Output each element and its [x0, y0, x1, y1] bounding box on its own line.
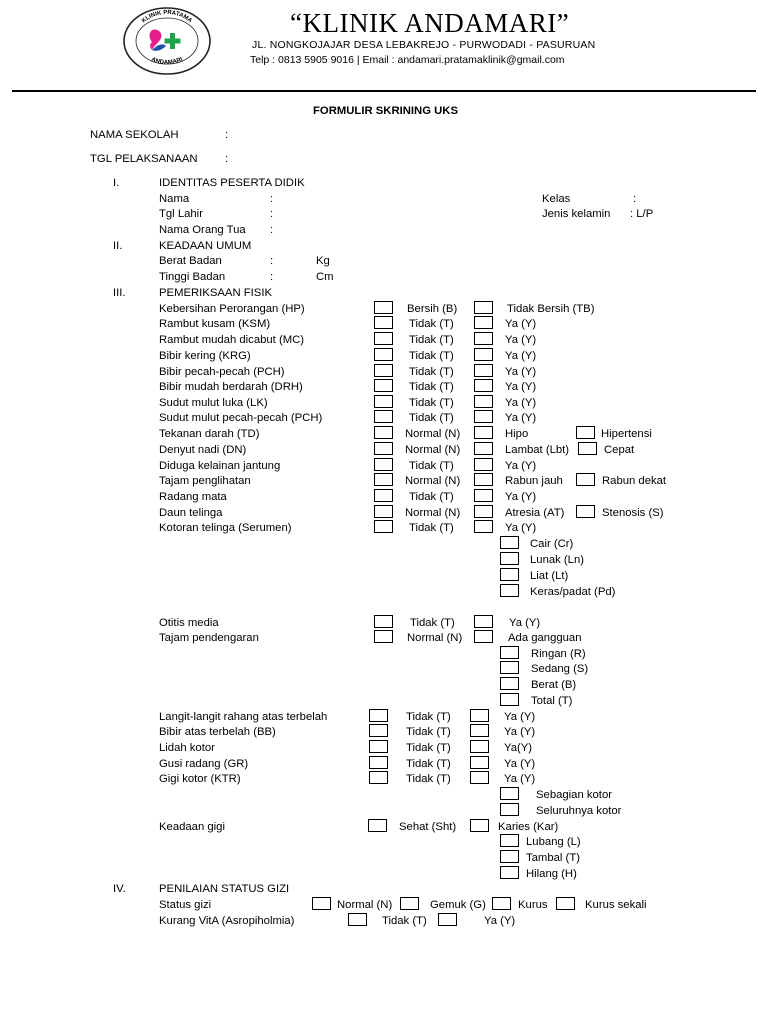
section-number: II. [113, 240, 123, 252]
colon: : [270, 193, 274, 205]
checkbox[interactable] [474, 489, 493, 502]
logo-text-top: KLINIK PRATAMA [141, 9, 193, 25]
checkbox[interactable] [470, 756, 489, 769]
option-label: Tidak (T) [406, 742, 451, 754]
option-label: Normal (N) [405, 428, 461, 440]
exam-item-label: Kebersihan Perorangan (HP) [159, 303, 305, 315]
checkbox[interactable] [374, 520, 393, 533]
exam-item-label: Bibir pecah-pecah (PCH) [159, 366, 285, 378]
checkbox[interactable] [474, 505, 493, 518]
option-label: Tidak (T) [382, 915, 427, 927]
section-title: IDENTITAS PESERTA DIDIK [159, 177, 305, 189]
checkbox[interactable] [556, 897, 575, 910]
colon: : [225, 129, 229, 141]
logo-text-bottom: ANDAMARI [150, 56, 184, 67]
checkbox[interactable] [369, 756, 388, 769]
option-label: Tidak (T) [406, 711, 451, 723]
checkbox[interactable] [474, 615, 493, 628]
field-label: Kelas [542, 193, 571, 205]
checkbox[interactable] [492, 897, 511, 910]
option-label: Ya (Y) [505, 491, 537, 503]
checkbox[interactable] [374, 348, 393, 361]
sub-option-label: Berat (B) [531, 679, 577, 691]
option-label: Tidak (T) [409, 491, 454, 503]
checkbox[interactable] [500, 787, 519, 800]
field-label: Status gizi [159, 899, 212, 911]
option-label: Tidak (T) [409, 381, 454, 393]
exam-item-label: Radang mata [159, 491, 227, 503]
checkbox[interactable] [474, 410, 493, 423]
exam-item-label: Kotoran telinga (Serumen) [159, 522, 292, 534]
form-title: FORMULIR SKRINING UKS [313, 105, 458, 117]
checkbox[interactable] [474, 348, 493, 361]
sub-option-label: Seluruhnya kotor [536, 805, 622, 817]
option-label: Lambat (Lbt) [505, 444, 570, 456]
clinic-name: “KLINIK ANDAMARI” [290, 8, 570, 38]
section-number: III. [113, 287, 126, 299]
checkbox[interactable] [374, 316, 393, 329]
checkbox[interactable] [576, 473, 595, 486]
clinic-address: JL. NONGKOJAJAR DESA LEBAKREJO - PURWODADI - PASURUAN [252, 39, 596, 51]
checkbox[interactable] [500, 834, 519, 847]
checkbox[interactable] [500, 584, 519, 597]
checkbox[interactable] [500, 568, 519, 581]
checkbox[interactable] [374, 410, 393, 423]
checkbox[interactable] [474, 426, 493, 439]
option-label: Bersih (B) [407, 303, 458, 315]
checkbox[interactable] [374, 379, 393, 392]
checkbox[interactable] [500, 552, 519, 565]
option-label: Ya (Y) [484, 915, 516, 927]
option-label: Normal (N) [407, 632, 463, 644]
checkbox[interactable] [374, 301, 393, 314]
exam-item-label: Diduga kelainan jantung [159, 460, 281, 472]
option-label: Karies (Kar) [498, 821, 559, 833]
checkbox[interactable] [374, 473, 393, 486]
checkbox[interactable] [374, 395, 393, 408]
option-label: Ya (Y) [505, 366, 537, 378]
option-label: Ada gangguan [508, 632, 582, 644]
checkbox[interactable] [474, 301, 493, 314]
checkbox[interactable] [500, 646, 519, 659]
field-label: Tgl Lahir [159, 208, 203, 220]
option-label: Atresia (AT) [505, 507, 565, 519]
section-number: I. [113, 177, 120, 189]
checkbox[interactable] [474, 379, 493, 392]
section-title: PENILAIAN STATUS GIZI [159, 883, 290, 895]
checkbox[interactable] [470, 724, 489, 737]
checkbox[interactable] [470, 740, 489, 753]
option-label: Kurus sekali [585, 899, 647, 911]
checkbox[interactable] [474, 630, 493, 643]
field-label: Kurang VitA (Asropiholmia) [159, 915, 295, 927]
option-label: Rabun jauh [505, 475, 563, 487]
option-label: Tidak (T) [409, 350, 454, 362]
option-label: Ya (Y) [504, 711, 536, 723]
sub-option-label: Total (T) [531, 695, 573, 707]
option-label: Normal (N) [337, 899, 393, 911]
checkbox[interactable] [474, 332, 493, 345]
checkbox[interactable] [374, 332, 393, 345]
option-label: Tidak (T) [406, 758, 451, 770]
exam-item-label: Sudut mulut pecah-pecah (PCH) [159, 412, 323, 424]
colon: : [225, 153, 229, 165]
gender-value: : L/P [630, 208, 654, 220]
option-label: Ya (Y) [505, 397, 537, 409]
checkbox[interactable] [474, 473, 493, 486]
checkbox[interactable] [374, 615, 393, 628]
date-label: TGL PELAKSANAAN [90, 153, 198, 165]
checkbox[interactable] [474, 316, 493, 329]
checkbox[interactable] [369, 771, 388, 784]
exam-item-label: Rambut kusam (KSM) [159, 318, 271, 330]
field-label: Berat Badan [159, 255, 222, 267]
option-label: Tidak (T) [409, 522, 454, 534]
option-label: Tidak (T) [409, 334, 454, 346]
option-label: Ya (Y) [505, 381, 537, 393]
sub-option-label: Tambal (T) [526, 852, 580, 864]
field-label: Jenis kelamin [542, 208, 611, 220]
checkbox[interactable] [374, 505, 393, 518]
checkbox[interactable] [374, 426, 393, 439]
checkbox[interactable] [500, 536, 519, 549]
exam-item-label: Gusi radang (GR) [159, 758, 249, 770]
colon: : [270, 255, 274, 267]
checkbox[interactable] [474, 442, 493, 455]
checkbox[interactable] [474, 458, 493, 471]
section-title: KEADAAN UMUM [159, 240, 252, 252]
checkbox[interactable] [374, 442, 393, 455]
option-label: Ya(Y) [504, 742, 533, 754]
checkbox[interactable] [500, 661, 519, 674]
sub-option-label: Liat (Lt) [530, 570, 569, 582]
option-label: Tidak (T) [406, 726, 451, 738]
school-label: NAMA SEKOLAH [90, 129, 179, 141]
sub-option-label: Cair (Cr) [530, 538, 574, 550]
sub-option-label: Keras/padat (Pd) [530, 586, 616, 598]
section-title: PEMERIKSAAN FISIK [159, 287, 272, 299]
option-label: Normal (N) [405, 475, 461, 487]
checkbox[interactable] [578, 442, 597, 455]
checkbox[interactable] [374, 489, 393, 502]
exam-item-label: Bibir kering (KRG) [159, 350, 251, 362]
option-label: Stenosis (S) [602, 507, 664, 519]
option-label: Tidak (T) [409, 318, 454, 330]
checkbox[interactable] [368, 819, 387, 832]
section-number: IV. [113, 883, 126, 895]
option-label: Tidak Bersih (TB) [507, 303, 595, 315]
exam-item-label: Denyut nadi (DN) [159, 444, 247, 456]
option-label: Gemuk (G) [430, 899, 486, 911]
exam-item-label: Tekanan darah (TD) [159, 428, 260, 440]
option-label: Ya (Y) [504, 773, 536, 785]
checkbox[interactable] [474, 520, 493, 533]
exam-item-label: Rambut mudah dicabut (MC) [159, 334, 305, 346]
checkbox[interactable] [500, 693, 519, 706]
sub-option-label: Hilang (H) [526, 868, 577, 880]
option-label: Ya (Y) [504, 726, 536, 738]
option-label: Ya (Y) [505, 522, 537, 534]
checkbox[interactable] [470, 819, 489, 832]
colon: : [270, 224, 274, 236]
option-label: Ya (Y) [505, 460, 537, 472]
checkbox[interactable] [474, 395, 493, 408]
option-label: Ya (Y) [505, 318, 537, 330]
exam-item-label: Daun telinga [159, 507, 223, 519]
option-label: Cepat [604, 444, 635, 456]
field-label: Nama [159, 193, 190, 205]
exam-item-label: Langit-langit rahang atas terbelah [159, 711, 328, 723]
colon: : [633, 193, 637, 205]
exam-item-label: Sudut mulut luka (LK) [159, 397, 268, 409]
clinic-logo [122, 6, 212, 76]
sub-option-label: Lunak (Ln) [530, 554, 585, 566]
checkbox[interactable] [500, 803, 519, 816]
exam-item-label: Keadaan gigi [159, 821, 225, 833]
header-divider [12, 90, 756, 92]
exam-item-label: Tajam pendengaran [159, 632, 259, 644]
option-label: Hipertensi [601, 428, 652, 440]
field-label: Tinggi Badan [159, 271, 226, 283]
option-label: Rabun dekat [602, 475, 667, 487]
option-label: Tidak (T) [409, 366, 454, 378]
colon: : [270, 208, 274, 220]
checkbox[interactable] [348, 913, 367, 926]
checkbox[interactable] [369, 724, 388, 737]
option-label: Tidak (T) [409, 412, 454, 424]
checkbox[interactable] [500, 677, 519, 690]
checkbox[interactable] [500, 850, 519, 863]
option-label: Tidak (T) [409, 397, 454, 409]
option-label: Sehat (Sht) [399, 821, 457, 833]
option-label: Tidak (T) [410, 617, 455, 629]
exam-item-label: Otitis media [159, 617, 219, 629]
sub-option-label: Sedang (S) [531, 663, 589, 675]
option-label: Tidak (T) [409, 460, 454, 472]
sub-option-label: Sebagian kotor [536, 789, 612, 801]
checkbox[interactable] [576, 426, 595, 439]
option-label: Ya (Y) [505, 412, 537, 424]
option-label: Ya (Y) [504, 758, 536, 770]
exam-item-label: Tajam penglihatan [159, 475, 251, 487]
colon: : [270, 271, 274, 283]
exam-item-label: Lidah kotor [159, 742, 215, 754]
checkbox[interactable] [400, 897, 419, 910]
checkbox[interactable] [470, 771, 489, 784]
clinic-contact: Telp : 0813 5905 9016 | Email : andamari.pratamaklinik@gmail.com [250, 54, 565, 66]
unit: Cm [316, 271, 334, 283]
checkbox[interactable] [470, 709, 489, 722]
option-label: Ya (Y) [505, 334, 537, 346]
checkbox[interactable] [500, 866, 519, 879]
checkbox[interactable] [374, 364, 393, 377]
checkbox[interactable] [374, 458, 393, 471]
exam-item-label: Bibir mudah berdarah (DRH) [159, 381, 303, 393]
checkbox[interactable] [369, 709, 388, 722]
sub-option-label: Ringan (R) [531, 648, 586, 660]
option-label: Normal (N) [405, 507, 461, 519]
sub-option-label: Lubang (L) [526, 836, 581, 848]
exam-item-label: Gigi kotor (KTR) [159, 773, 241, 785]
checkbox[interactable] [576, 505, 595, 518]
field-label: Nama Orang Tua [159, 224, 246, 236]
exam-item-label: Bibir atas terbelah (BB) [159, 726, 276, 738]
option-label: Kurus [518, 899, 548, 911]
checkbox[interactable] [438, 913, 457, 926]
unit: Kg [316, 255, 330, 267]
checkbox[interactable] [369, 740, 388, 753]
option-label: Tidak (T) [406, 773, 451, 785]
option-label: Ya (Y) [505, 350, 537, 362]
option-label: Ya (Y) [509, 617, 541, 629]
checkbox[interactable] [474, 364, 493, 377]
checkbox[interactable] [312, 897, 331, 910]
option-label: Normal (N) [405, 444, 461, 456]
checkbox[interactable] [374, 630, 393, 643]
option-label: Hipo [505, 428, 529, 440]
